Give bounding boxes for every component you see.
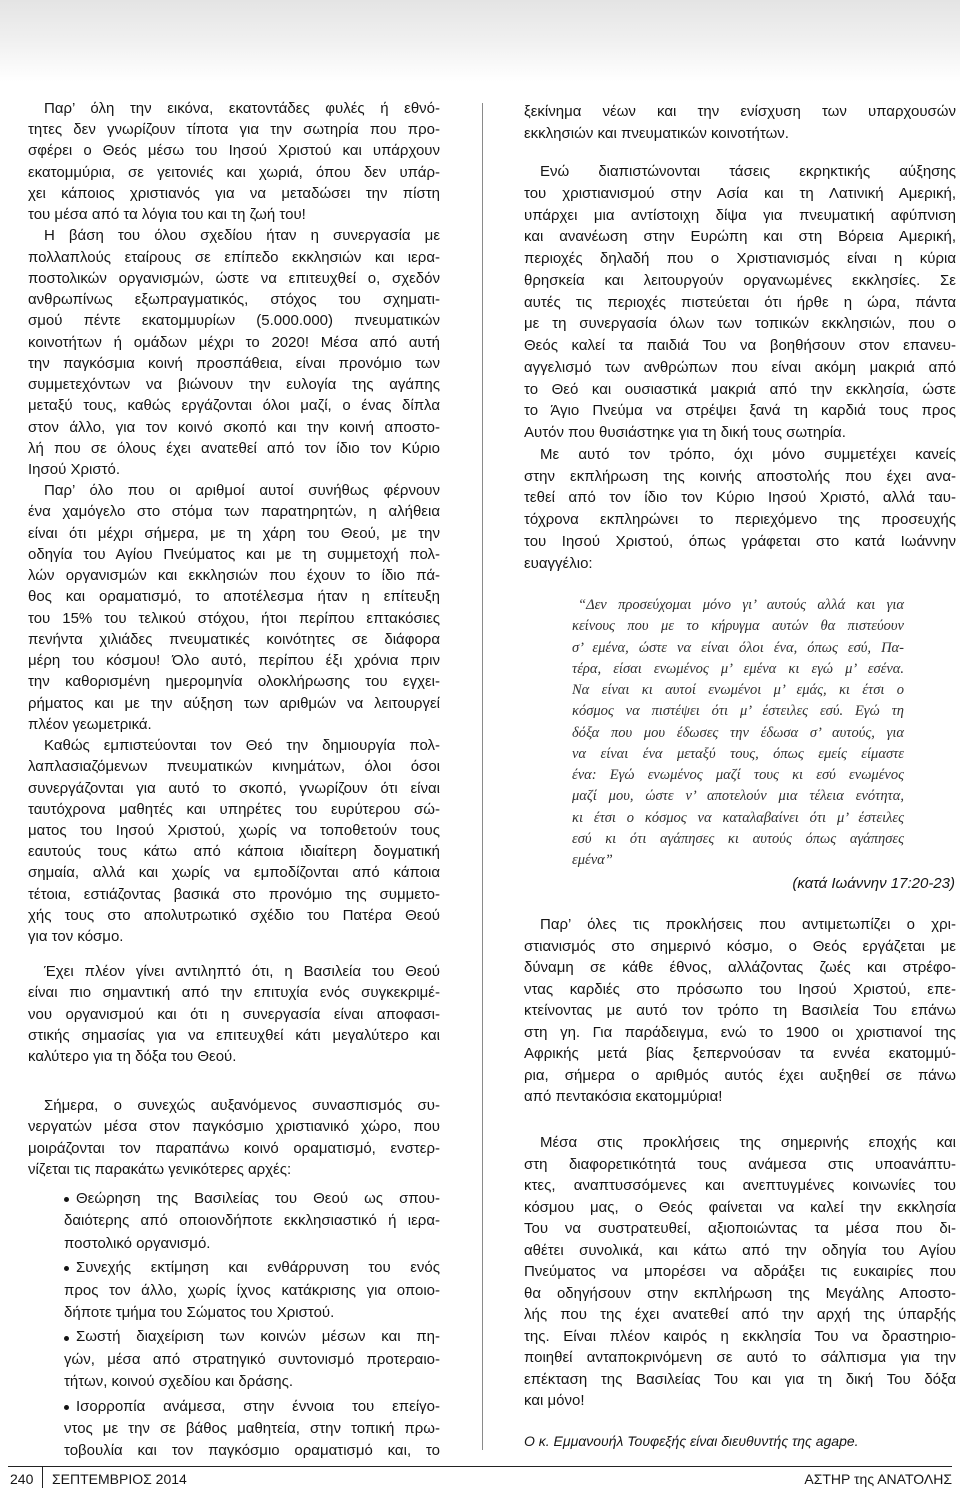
text-line: στην εκπλήρωση της κοινής αποστολής που έχει ανα- — [524, 467, 956, 485]
text-line: γών, μέσα από στρατηγικό συντονισμό προτεραιο- — [64, 1350, 440, 1368]
text-line: του 15% του τελικού στόχου, ήτοι περίπου επτακόσιες — [28, 609, 440, 627]
bullet-item — [64, 1396, 440, 1463]
text-line: την παγκόσμια κοινή προσπάθεια, είναι προνόμιο των — [28, 354, 440, 372]
text-line: τητες δεν γνωρίζουν τίποτα για την σωτηρία που προ- — [28, 121, 440, 139]
text-line: Αφρικής μετά βίας ξεπερνούσαν τα εννέα εκατομμύ- — [524, 1045, 956, 1062]
text-line: εαυτούς τους κάτω από κάποια ιδιαίτερη δογματική — [28, 843, 440, 861]
text-line: οδηγία του Αγίου Πνεύματος και με τη συμμετοχή πολ- — [28, 545, 440, 563]
text-line: αυτές τις περιοχές πιστεύεται ότι ήρθε η ώρα, πάντα — [524, 293, 956, 311]
text-line: θα οδηγήσουν στην εκπλήρωση της Μεγάλης Αποστο- — [524, 1284, 956, 1302]
text-line: Θεώρηση της Βασιλείας του Θεού ως σπου- — [76, 1190, 440, 1207]
text-line: πενήντα χιλιάδες πνευματικές κοινότητες σε διάφορα — [28, 630, 440, 648]
text-line: τέτοια, εστιάζοντας βασικά στο προνόμιο της συμμετο- — [28, 885, 440, 903]
text-line: δύναμη σε κάθε έθνος, αλλάζοντας ζωές και στρέφο- — [524, 959, 956, 976]
footer-separator — [42, 1466, 43, 1488]
text-line: ποστολικό οργανισμό. — [64, 1234, 211, 1252]
text-line: Θεός καλεί τα παιδιά Του να βοηθήσουν στον επανευ- — [524, 337, 956, 354]
text-line: δαιότερης από οποιονδήποτε εκκλησιαστικό ή ιερα- — [64, 1212, 440, 1230]
text-line: ανθρωπίνως εξωπραγματικός, στόχος του σχηματι- — [28, 291, 440, 309]
text-line: προς τον άλλο, χωρίς ίχνος κατάκρισης για οποιο- — [64, 1281, 440, 1299]
text-line: τεθεί από τον ίδιο τον Κύριο Ιησού Χριστό, αλλά ταυ- — [524, 489, 956, 507]
bullet-item — [64, 1257, 440, 1324]
text-line: Έχει πλέον γίνει αντιληπτό ότι, η Βασιλεία του Θεού — [44, 963, 440, 980]
left-column-body — [28, 98, 440, 947]
footer-rule — [8, 1466, 952, 1467]
text-line: Συνεχής εκτίμηση και ενθάρρυνση του ενός — [76, 1259, 440, 1277]
text-line: νίζεται τις παρακάτω γενικότερες αρχές: — [28, 1160, 292, 1178]
page-number: 240 — [10, 1471, 34, 1487]
author-note: Ο κ. Εμμανουήλ Τουφεξής είναι διευθυντής της agape. — [524, 1433, 859, 1449]
text-line: του μέσα από τα λόγια του και τη ζωή του! — [28, 206, 306, 224]
text-line: χει κάποιος χριστιανός για να μεταδώσει την πίστη — [28, 184, 440, 202]
text-line: καλύτερο για τη δόξα του Θεού. — [28, 1048, 237, 1065]
top-gradient-band — [0, 0, 960, 82]
quote-citation: (κατά Ιωάννην 17:20-23) — [792, 875, 955, 892]
text-line: πλέον γεωμετρικά. — [28, 715, 152, 733]
text-line: Με αυτό τον τρόπο, όχι μόνο συμμετέχει κανείς — [540, 445, 956, 463]
text-line: Μέσα στις προκλήσεις της σημερινής εποχής και — [540, 1134, 956, 1151]
bullet-icon — [64, 1336, 69, 1341]
paragraph — [524, 161, 956, 444]
text-line: Του να συστρατευθεί, αξιοποιώντας τα μέσα που δι- — [524, 1220, 956, 1237]
text-line: σημαία, αλλά και χωρίς να εμποδίζονται από κάποια — [28, 864, 440, 882]
text-line: Ιησού Χριστό. — [28, 460, 121, 478]
text-line: στικής σημασίας για να επιτευχθεί κάτι μεγαλύτερο και — [28, 1026, 440, 1044]
text-line: τοβουλία και τον παγκόσμιο οραματισμό και, το — [64, 1442, 440, 1460]
paragraph — [572, 595, 904, 871]
text-line: συμμετεχόντων να βιώνουν την ευλογία της αγάπης — [28, 376, 440, 394]
text-line: τόχρονα εκπληρώνει το περιεχόμενο της προσευχής — [524, 511, 956, 528]
right-column-paragraph-closing — [524, 1132, 956, 1412]
text-line: τήτων, κοινού σχεδίου και δράσης. — [64, 1373, 293, 1391]
text-line: ένα χαμόγελο στο στόμα των παρατηρητών, η αλήθεια — [28, 503, 440, 521]
text-line: το Άγιο Πνεύμα να στρέψει ξανά τη καρδιά τους προς — [524, 402, 956, 420]
text-line: ποστολικών οργανισμών, ώστε να επιτευχθεί ο, σχεδόν — [28, 269, 440, 287]
magazine-name: ΑΣΤΗΡ της ΑΝΑΤΟΛΗΣ — [804, 1471, 952, 1487]
text-line: μέρη του κόσμου! Όλο αυτό, περίπου έξι χρόνια πριν — [28, 652, 440, 670]
text-line: λή που σε όλους έχει ανατεθεί από τον ίδιο τον Κύριο — [28, 439, 440, 457]
text-line: κόσμου μας, ο Θεός φαίνεται να καλεί την εκκλησία — [524, 1198, 956, 1216]
text-line: κτες, αναπτυσσόμενες και ανεπτυγμένες κοινωνίες του — [524, 1177, 956, 1194]
bullet-icon — [64, 1405, 69, 1410]
text-line: μεταξύ τους, καθώς εργάζονται όλοι μαζί, ο ένας δίπλα — [28, 397, 440, 415]
text-line: σφέρει ο Θεός μέσω του Ιησού Χριστού και υπάρχουν — [28, 142, 440, 160]
text-line: σ’ εμένα, ώστε να είναι όλοι ένα, όπως εσύ, Πα- — [572, 639, 904, 656]
text-line: κόσμος να πιστέψει ότι μ’ έστειλες εσύ. Εγώ τη — [572, 703, 904, 720]
issue-date: ΣΕΠΤΕΜΒΡΙΟΣ 2014 — [52, 1471, 187, 1487]
paragraph — [28, 735, 440, 947]
text-line: περιοχές δηλαδή που ο Χριστιανισμός είναι η κύρια — [524, 250, 956, 267]
text-line: στιανισμός στο σημερινό κόσμο, ο Θεός εργάζεται με — [524, 937, 956, 955]
paragraph — [28, 225, 440, 480]
text-line: θος και οραματισμό, το αποτέλεσμα ήταν η επίτευξη — [28, 588, 440, 606]
text-line: εκατομμύρια, σε γειτονιές και χωριά, όπου δεν υπάρ- — [28, 163, 440, 181]
text-line: αθέτει συνολικά, και κάτω από την οδηγία του Αγίου — [524, 1241, 956, 1259]
paragraph — [524, 101, 956, 144]
right-column-body — [524, 161, 956, 574]
right-column-paragraph-challenges — [524, 914, 956, 1108]
text-line: Παρ’ όλη την εικόνα, εκατοντάδες φυλές ή εθνό- — [44, 100, 440, 117]
text-line: Ενώ διαπιστώνονται τάσεις εκρηκτικής αύξησης — [540, 163, 956, 180]
text-line: εκκλησιών και πνευματικών κοινοτήτων. — [524, 124, 789, 142]
left-column-paragraph-kingdom — [28, 961, 440, 1067]
text-line: νου οργανισμού και ότι η συνεργασία είναι αποφασι- — [28, 1005, 440, 1023]
text-line: ποιηθεί ανταποκρινόμενη σε αυτό το σάλπισμα για την — [524, 1349, 956, 1366]
text-line: το Θεό και ουσιαστικά μακριά από την εκκλησία, ώστε — [524, 380, 956, 398]
text-line: υπάρχει μια αντίστοιχη δίψα για πνευματική αφύπνιση — [524, 206, 956, 224]
text-line: μοιράζονται τον παραπάνω κοινό οραματισμό, ενστερ- — [28, 1139, 440, 1157]
paragraph — [28, 480, 440, 735]
text-line: χής τους στο απολυτρωτικό σχέδιο του Πατέρα Θεού — [28, 906, 440, 924]
text-line: εμένα” — [572, 852, 613, 868]
text-line: ξεκίνημα νέων και την ενίσχυση των υπαρχουσών — [524, 103, 956, 120]
text-line: ρήματος και με την αύξηση των αριθμών να λειτουργεί — [28, 694, 440, 712]
text-line: δήποτε τμήμα του Σώματος του Χριστού. — [64, 1304, 335, 1322]
text-line: Πνεύματος να μπορέσει να αδράξει τις ευκαιρίες που — [524, 1263, 956, 1280]
text-line: Ισορροπία ανάμεσα, στην έννοια του επείγο- — [76, 1397, 440, 1415]
text-line: Να είναι κι αυτοί ενωμένοι μ’ εμάς, κι έτσι ο — [572, 682, 904, 698]
text-line: ρια, σήμερα ο αριθμός αυτός έχει αυξηθεί σε πάνω — [524, 1066, 956, 1084]
text-line: τέρα, είσαι ενωμένος μ’ εμένα κι εγώ μ’ εσένα. — [572, 660, 904, 677]
text-line: της. Είναι πλέον καιρός η εκκλησία Του να δραστηριο- — [524, 1327, 956, 1345]
left-column-paragraph-today — [28, 1095, 440, 1180]
text-line: Παρ’ όλο που οι αριθμοί αυτοί συνήθως φέρνουν — [44, 482, 440, 500]
text-line: Σωστή διαχείριση των κοινών μέσων και πη- — [76, 1328, 440, 1346]
text-line: πολλαπλούς εταίρους σε επίπεδο εκκλησιών και ιερα- — [28, 248, 440, 266]
text-line: κι έτσι ο κόσμος να καταλαβαίνει ότι μ’ έστειλες — [572, 809, 904, 826]
text-line: λαπλασιαζόμενων πνευματικών κινημάτων, όλοι όσοι — [28, 758, 440, 776]
text-line: και ανανέωση στην Ευρώπη και στη Βόρεια Αμερική, — [524, 228, 956, 246]
text-line: μαζί μου, ώστε ν’ αποτελούν μια τέλεια ενότητα, — [572, 788, 904, 805]
text-line: κοινοτήτων ή ομάδων μέχρι το 2020! Μέσα από αυτή — [28, 333, 440, 351]
text-line: από πεντακόσια εκατομμύρια! — [524, 1088, 723, 1105]
text-line: δόξα που μου έδωσες την έδωσα σ’ αυτούς, για — [572, 724, 904, 741]
paragraph — [28, 98, 440, 225]
text-line: λής που της έχει ανατεθεί από την αρχή της ύπαρξής — [524, 1306, 956, 1323]
text-line: επέκταση της Βασιλείας Του και για τη δική Του δόξα — [524, 1370, 956, 1388]
text-line: ντος με την σε βάθος μαθητεία, στην τοπική πρω- — [64, 1420, 440, 1438]
text-line: είναι πιο σημαντική από την επιτυχία ενός συγκεκριμέ- — [28, 984, 440, 1002]
text-line: ένα: Εγώ ενωμένος μαζί τους κι εσύ ενωμένος — [572, 767, 904, 783]
text-line: και μόνο! — [524, 1392, 585, 1409]
column-divider — [482, 103, 483, 1450]
text-line: να είναι ένα μεταξύ τους, όπως εμείς είμαστε — [572, 745, 904, 762]
text-line: θρησκεία και λειτουργούν οργανωμένες εκκλησίες. Σε — [524, 271, 956, 289]
text-line: ντας καρδιές στο πρόσωπο του Ιησού Χριστού, επε- — [524, 980, 956, 998]
paragraph — [28, 1095, 440, 1180]
bullet-item — [64, 1188, 440, 1255]
text-line: στη διαφορετικότητά τους ανάμεσα στις υποανάπτυ- — [524, 1155, 956, 1173]
text-line: κτείνοντας με αυτό τον τρόπο τη Βασιλεία Του επάνω — [524, 1002, 956, 1019]
text-line: αγγελισμό των ανθρώπων που είναι ακόμη μακριά από — [524, 358, 956, 376]
principles-bullet-list — [64, 1188, 440, 1465]
text-line: Αυτόν που θυσιάστηκε για τη δική τους σωτηρία. — [524, 424, 846, 441]
text-line: του Ιησού Χριστού, όπως γράφεται στο κατά Ιωάννην — [524, 532, 956, 550]
text-line: για τον κόσμο. — [28, 928, 124, 946]
text-line: στη γη. Για παράδειγμα, ενώ το 1900 οι χριστιανοί της — [524, 1023, 956, 1041]
right-column-continuation — [524, 101, 956, 144]
text-line: εσύ κι ότι αγάπησες κι αυτούς όπως αγάπησες — [572, 830, 904, 847]
text-line: ταυτόχρονα μαθητές και υπηρέτες του ευρύτερου σώ- — [28, 800, 440, 818]
text-line: την καθορισμένη ημερομηνία ολοκλήρωσης του εγχει- — [28, 673, 440, 691]
text-line: στον άλλο, για τον κοινό σκοπό και την κοινή αποστο- — [28, 418, 440, 436]
text-line: σμού πέντε εκατομμυρίων (5.000.000) πνευματικών — [28, 312, 440, 330]
paragraph — [524, 914, 956, 1108]
text-line: “Δεν προσεύχομαι μόνο γι’ αυτούς αλλά και για — [578, 597, 904, 613]
text-line: Η βάση του όλου σχεδίου ήταν η συνεργασία με — [44, 227, 440, 245]
text-line: Καθώς εμπιστεύονται τον Θεό την δημιουργία πολ- — [44, 737, 440, 755]
text-line: είναι ότι μέχρι σήμερα, με τη χάρη του Θεού, με την — [28, 524, 440, 542]
text-line: ματος του Ιησού Χριστού, χωρίς να τοποθετούν τους — [28, 821, 440, 839]
text-line: του χριστιανισμού στην Ασία και τη Λατινική Αμερική, — [524, 184, 956, 202]
paragraph — [524, 1132, 956, 1412]
text-line: συνεργάζονται για αυτό το σκοπό, γνωρίζουν ότι είναι — [28, 779, 440, 797]
scripture-quote — [572, 595, 904, 871]
bullet-item — [64, 1326, 440, 1393]
text-line: νεργατών μέσα στον παγκόσμιο χριστιανικό χώρο, που — [28, 1118, 440, 1136]
text-line: ευαγγέλιο: — [524, 554, 593, 572]
paragraph — [524, 444, 956, 575]
text-line: κείνους που με το κήρυγμα αυτών θα πιστεύουν — [572, 618, 904, 635]
text-line: Σήμερα, ο συνεχώς αυξανόμενος συνασπισμός συ- — [44, 1097, 440, 1114]
text-line: λών οργανισμών και εκκλησιών που έχουν το ίδιο πά- — [28, 567, 440, 585]
text-line: με τη συνεργασία όλων των τοπικών εκκλησιών, που ο — [524, 315, 956, 333]
text-line: Παρ’ όλες τις προκλήσεις που αντιμετωπίζει ο χρι- — [540, 916, 956, 933]
paragraph — [28, 961, 440, 1067]
